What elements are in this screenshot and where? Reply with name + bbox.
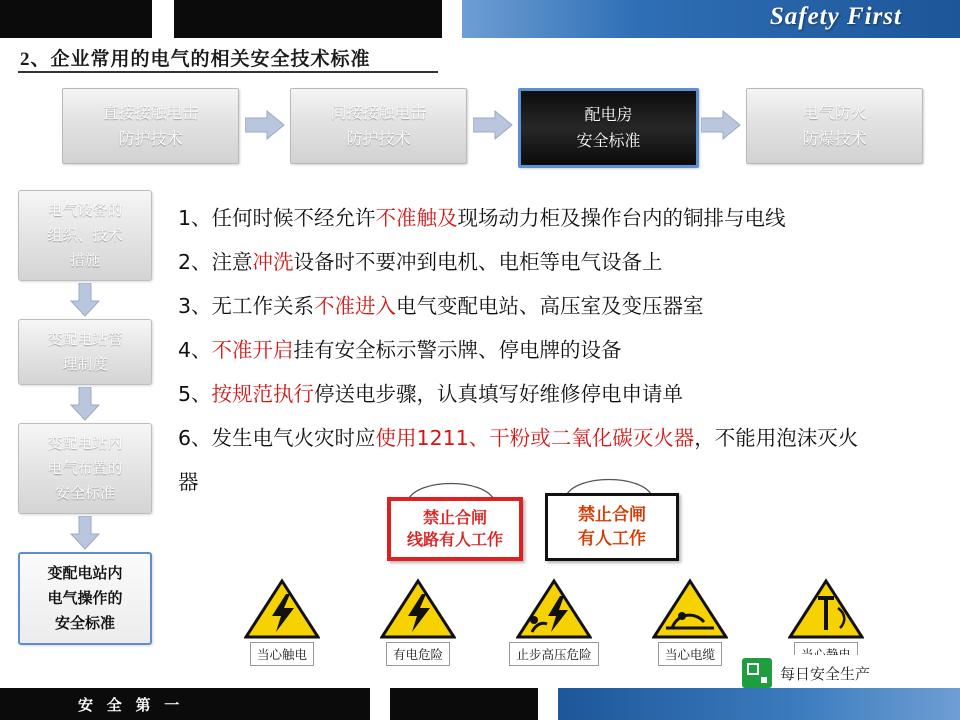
sidebar-item-3[interactable] bbox=[18, 423, 152, 514]
list-item-text-1: 无工作关系 bbox=[211, 294, 315, 318]
sidebar-arrow-3-icon bbox=[18, 514, 152, 552]
list-item-number: 4、 bbox=[178, 338, 212, 362]
qr-code-icon bbox=[742, 658, 772, 688]
sidebar-item-1-line2: 组织、技术 bbox=[47, 226, 123, 244]
list-item-text-1: 挂有安全标示警示牌、停电牌的设备 bbox=[293, 338, 622, 362]
list-item-highlight-1: 不准触及 bbox=[375, 206, 458, 230]
flow-box-3-line2: 安全标准 bbox=[576, 131, 641, 150]
beware-cable-icon bbox=[652, 578, 728, 640]
bottom-segment-white-1 bbox=[370, 688, 390, 720]
flow-box-3-line1: 配电房 bbox=[584, 105, 633, 124]
flow-arrow-2-icon bbox=[473, 110, 513, 140]
bottom-segment-white-2 bbox=[538, 688, 558, 720]
bottom-banner bbox=[0, 688, 960, 720]
sidebar-item-1-line1: 电气设备的 bbox=[47, 201, 123, 219]
warning-sign-4 bbox=[644, 578, 736, 666]
warning-sign-2 bbox=[372, 578, 464, 666]
bottom-segment-black-mid bbox=[390, 688, 538, 720]
flow-box-1[interactable] bbox=[62, 88, 239, 164]
warning-sign-4-caption: 当心电缆 bbox=[658, 642, 722, 666]
list-item bbox=[178, 196, 953, 240]
list-item-text-2: ，不能用泡沫灭火器 bbox=[178, 426, 859, 494]
flow-arrow-1-icon bbox=[245, 110, 285, 140]
sidebar bbox=[18, 190, 158, 645]
list-item-highlight-1: 不准进入 bbox=[314, 294, 397, 318]
rules-list bbox=[178, 196, 953, 504]
flow-diagram bbox=[62, 88, 892, 166]
list-item-text-2: 现场动力柜及操作台内的铜排与电线 bbox=[457, 206, 786, 230]
sign-forbid-close-switch-red bbox=[387, 497, 523, 561]
warning-signs-row bbox=[236, 578, 876, 662]
list-item-highlight-1: 冲洗 bbox=[252, 250, 294, 274]
sidebar-arrow-2-icon bbox=[18, 385, 152, 423]
list-item-text-1: 停送电步骤，认真填写好维修停电申请单 bbox=[314, 382, 684, 406]
bottom-segment-blue bbox=[558, 688, 960, 720]
warning-sign-5 bbox=[780, 578, 872, 666]
list-item-text-1: 注意 bbox=[211, 250, 253, 274]
sidebar-item-4-active[interactable] bbox=[18, 552, 152, 645]
warning-sign-1 bbox=[236, 578, 328, 666]
list-item bbox=[178, 240, 953, 284]
flow-box-2[interactable] bbox=[290, 88, 467, 164]
sidebar-item-3-line1: 变配电站内 bbox=[47, 434, 123, 452]
list-item-highlight-1: 按规范执行 bbox=[211, 382, 315, 406]
list-item bbox=[178, 416, 878, 504]
flow-box-2-line2: 防护技术 bbox=[346, 129, 411, 148]
list-item-highlight-1: 使用1211、干粉或二氧化碳灭火器 bbox=[375, 426, 695, 450]
sidebar-item-1[interactable] bbox=[18, 190, 152, 281]
sidebar-item-2[interactable] bbox=[18, 319, 152, 385]
warning-sign-1-caption: 当心触电 bbox=[250, 642, 314, 666]
electricity-danger-icon bbox=[380, 578, 456, 640]
flow-box-4-line2: 防爆技术 bbox=[802, 129, 867, 148]
wechat-account-badge bbox=[742, 655, 942, 691]
sidebar-item-3-line3: 安全标准 bbox=[54, 484, 115, 502]
flow-box-2-line1: 间接接触电击 bbox=[330, 103, 427, 122]
flow-box-4[interactable] bbox=[746, 88, 923, 164]
bottom-segment-black-left bbox=[0, 688, 370, 720]
list-item bbox=[178, 372, 953, 416]
list-item-text-2: 电气变配电站、高压室及变压器室 bbox=[396, 294, 704, 318]
list-item bbox=[178, 328, 953, 372]
list-item-number: 2、 bbox=[178, 250, 212, 274]
sidebar-item-4-line3: 安全标准 bbox=[54, 614, 115, 632]
list-item-highlight-1: 不准开启 bbox=[211, 338, 294, 362]
list-item-text-1: 任何时候不经允许 bbox=[211, 206, 376, 230]
sidebar-item-4-line1: 变配电站内 bbox=[47, 564, 123, 582]
flow-box-1-line1: 直接接触电击 bbox=[102, 103, 199, 122]
wechat-account-label: 每日安全生产 bbox=[780, 664, 871, 683]
safety-first-text: Safety First bbox=[769, 3, 902, 30]
warning-sign-3-caption: 止步高压危险 bbox=[509, 642, 598, 666]
top-banner bbox=[0, 0, 960, 38]
beware-static-electricity-icon bbox=[788, 578, 864, 640]
footer-slogan: 安 全 第 一 bbox=[78, 698, 185, 714]
flow-box-1-line2: 防护技术 bbox=[118, 129, 183, 148]
flow-box-4-line1: 电气防火 bbox=[802, 103, 867, 122]
title-underline bbox=[18, 71, 438, 73]
sign-forbid-close-switch-white bbox=[545, 493, 679, 561]
list-item-text-1: 发生电气火灾时应 bbox=[211, 426, 376, 450]
warning-sign-3 bbox=[508, 578, 600, 666]
banner-segment-white-1 bbox=[152, 0, 174, 38]
page-title: 2、企业常用的电气的相关安全技术标准 bbox=[20, 49, 371, 70]
list-item-number: 1、 bbox=[178, 206, 212, 230]
list-item-number: 5、 bbox=[178, 382, 212, 406]
warning-sign-2-caption: 有电危险 bbox=[386, 642, 450, 666]
banner-segment-black-left bbox=[0, 0, 152, 38]
list-item bbox=[178, 284, 953, 328]
flow-box-3-active[interactable] bbox=[518, 88, 699, 168]
sidebar-item-2-line2: 理制度 bbox=[62, 355, 108, 373]
sign-red-line2: 线路有人工作 bbox=[406, 530, 503, 549]
banner-segment-white-2 bbox=[442, 0, 462, 38]
sign-red-line1: 禁止合闸 bbox=[422, 508, 487, 527]
sign-white-line2: 有人工作 bbox=[578, 529, 646, 549]
sidebar-item-2-line1: 变配电站管 bbox=[47, 330, 123, 348]
stop-high-voltage-danger-icon bbox=[516, 578, 592, 640]
sidebar-item-4-line2: 电气操作的 bbox=[47, 589, 123, 607]
sidebar-item-1-line3: 措施 bbox=[69, 251, 100, 269]
sidebar-item-3-line2: 电气布置的 bbox=[47, 459, 123, 477]
beware-electric-shock-icon bbox=[244, 578, 320, 640]
list-item-number: 6、 bbox=[178, 426, 212, 450]
list-item-text-2: 设备时不要冲到电机、电柜等电气设备上 bbox=[293, 250, 663, 274]
list-item-number: 3、 bbox=[178, 294, 212, 318]
sign-white-line1: 禁止合闸 bbox=[578, 505, 646, 525]
flow-arrow-3-icon bbox=[701, 110, 741, 140]
sidebar-arrow-1-icon bbox=[18, 281, 152, 319]
banner-segment-black-mid bbox=[174, 0, 442, 38]
